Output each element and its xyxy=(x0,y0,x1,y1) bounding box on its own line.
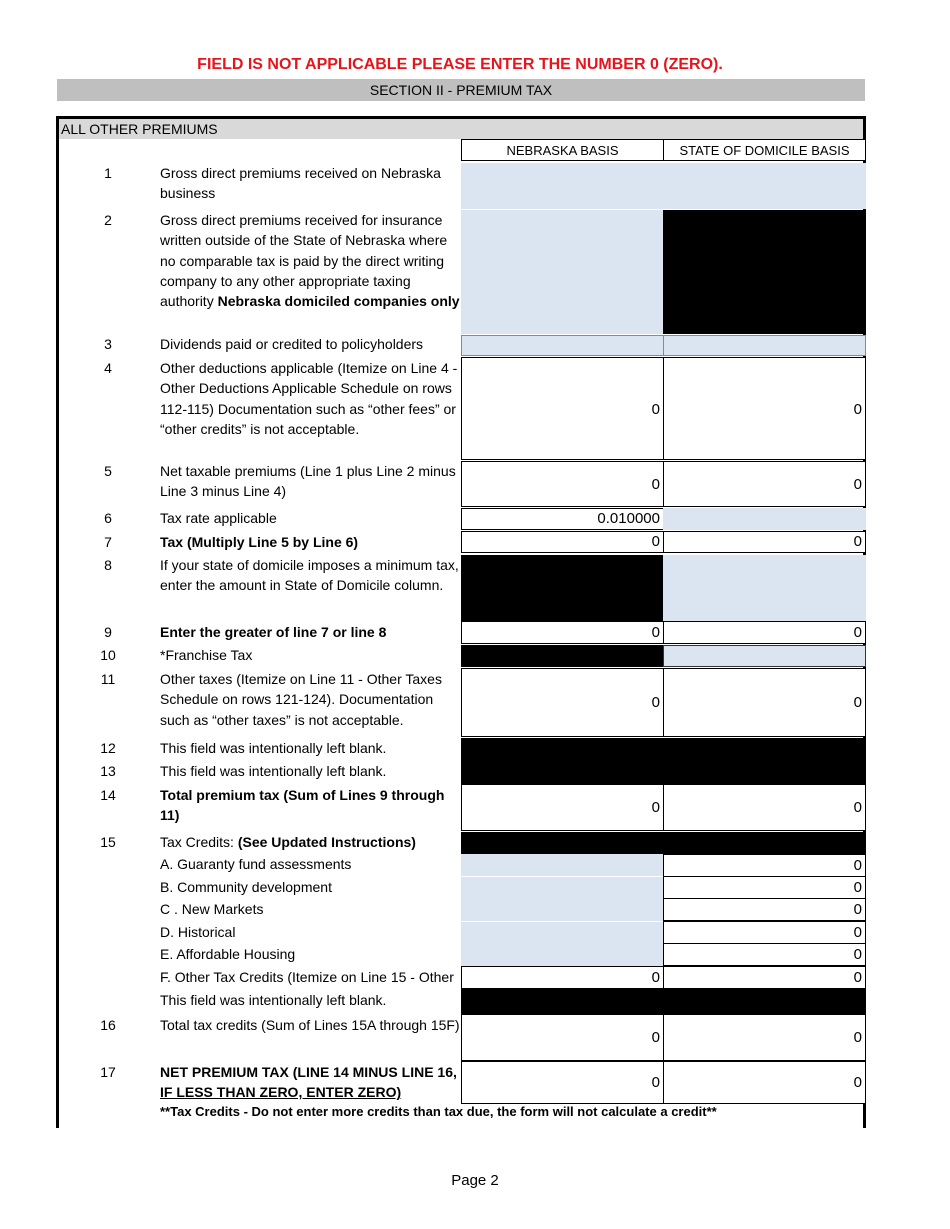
line-12-number: 12 xyxy=(100,740,116,756)
line-15-domicile-blocked xyxy=(663,832,866,854)
line-11-number: 11 xyxy=(100,671,116,687)
not-applicable-warning: FIELD IS NOT APPLICABLE PLEASE ENTER THE NUMBER 0 (ZERO). xyxy=(197,56,723,73)
line-15b-label: B. Community development xyxy=(160,879,332,895)
line-15d-domicile-value[interactable]: 0 xyxy=(663,921,866,944)
line-15-blank-domicile-blocked xyxy=(663,989,866,1014)
line-9-nebraska-value: 0 xyxy=(461,621,664,644)
line-11-domicile-value[interactable]: 0 xyxy=(663,668,866,737)
line-14-number: 14 xyxy=(100,787,116,803)
line-1-domicile-input[interactable] xyxy=(663,163,866,209)
line-15-blank-nebraska-blocked xyxy=(461,989,664,1014)
line-15a-nebraska-input[interactable] xyxy=(461,854,664,876)
line-15c-label: C . New Markets xyxy=(160,901,264,917)
line-14-label: Total premium tax (Sum of Lines 9 through 11) xyxy=(160,787,445,824)
line-15e-label: E. Affordable Housing xyxy=(160,946,296,962)
line-15a-label: A. Guaranty fund assessments xyxy=(160,856,352,872)
line-17-domicile-value: 0 xyxy=(663,1061,866,1104)
line-17-label xyxy=(160,1062,460,1103)
line-4-domicile-value[interactable]: 0 xyxy=(663,357,866,460)
line-12-13-nebraska-blocked xyxy=(461,738,664,784)
line-10-nebraska-blocked xyxy=(461,645,664,667)
line-6-label: Tax rate applicable xyxy=(160,510,277,526)
line-13-label: This field was intentionally left blank. xyxy=(160,763,387,779)
line-16-number: 16 xyxy=(100,1017,116,1033)
line-1-number: 1 xyxy=(104,165,112,181)
line-15-text: Tax Credits: xyxy=(160,834,238,850)
line-12-label: This field was intentionally left blank. xyxy=(160,740,387,756)
column-header-nebraska: NEBRASKA BASIS xyxy=(461,139,664,161)
line-15-bold-text: (See Updated Instructions) xyxy=(237,834,416,850)
line-16-domicile-value: 0 xyxy=(663,1014,866,1061)
line-14-nebraska-value: 0 xyxy=(461,784,664,831)
line-17-text: NET PREMIUM TAX (LINE 14 MINUS LINE 16, xyxy=(160,1064,457,1080)
line-14-domicile-value: 0 xyxy=(663,784,866,831)
line-8-domicile-input[interactable] xyxy=(663,555,866,621)
line-15-label xyxy=(160,832,460,852)
line-3-nebraska-input[interactable] xyxy=(461,335,664,356)
line-15c-nebraska-input[interactable] xyxy=(461,899,664,921)
line-17-number: 17 xyxy=(100,1064,116,1080)
line-7-nebraska-value: 0 xyxy=(461,531,664,553)
line-5-label: Net taxable premiums (Line 1 plus Line 2 minus Line 3 minus Line 4) xyxy=(160,463,456,500)
line-15c-domicile-value[interactable]: 0 xyxy=(663,898,866,921)
line-2-text: Gross direct premiums received for insurance written outside of the State of Nebraska where no comparable tax is paid by the direct writing company to any other appropriate taxing authority xyxy=(160,212,448,310)
line-15-blank-label: This field was intentionally left blank. xyxy=(160,992,387,1008)
line-2-number: 2 xyxy=(104,212,112,228)
line-15b-domicile-value[interactable]: 0 xyxy=(663,876,866,899)
line-7-number: 7 xyxy=(104,534,112,550)
line-15f-label: F. Other Tax Credits (Itemize on Line 15 - Other xyxy=(160,969,454,985)
line-2-nebraska-input[interactable] xyxy=(461,210,664,334)
tax-credits-footnote: **Tax Credits - Do not enter more credits than tax due, the form will not calculate a credit** xyxy=(160,1104,717,1119)
line-3-domicile-input[interactable] xyxy=(663,335,866,356)
line-7-label: Tax (Multiply Line 5 by Line 6) xyxy=(160,534,359,550)
line-11-nebraska-value[interactable]: 0 xyxy=(461,668,664,737)
line-15e-nebraska-input[interactable] xyxy=(461,944,664,966)
line-3-number: 3 xyxy=(104,336,112,352)
line-17-underlined-text: IF LESS THAN ZERO, ENTER ZERO) xyxy=(160,1084,402,1101)
line-8-label: If your state of domicile imposes a minimum tax, enter the amount in State of Domicile column. xyxy=(160,557,459,594)
line-6-domicile-input[interactable] xyxy=(663,508,866,530)
line-4-label: Other deductions applicable (Itemize on Line 4 - Other Deductions Applicable Schedule on rows 112-115) Documentation such as “other fees” or “other credits” is not acceptable. xyxy=(160,360,458,437)
line-2-label xyxy=(160,210,460,311)
line-17-nebraska-value: 0 xyxy=(461,1061,664,1104)
line-4-nebraska-value[interactable]: 0 xyxy=(461,357,664,460)
line-10-domicile-input[interactable] xyxy=(663,645,866,667)
line-15f-nebraska-value[interactable]: 0 xyxy=(461,966,664,989)
line-15e-domicile-value[interactable]: 0 xyxy=(663,943,866,966)
line-8-number: 8 xyxy=(104,557,112,573)
line-9-domicile-value: 0 xyxy=(663,621,866,644)
line-16-label: Total tax credits (Sum of Lines 15A through 15F) xyxy=(160,1017,460,1033)
line-15a-domicile-value[interactable]: 0 xyxy=(663,854,866,877)
line-3-label: Dividends paid or credited to policyholders xyxy=(160,336,424,352)
section-title: SECTION II - PREMIUM TAX xyxy=(57,79,865,101)
line-6-nebraska-rate: 0.010000 xyxy=(461,508,664,530)
line-16-nebraska-value: 0 xyxy=(461,1014,664,1061)
line-5-nebraska-value: 0 xyxy=(461,461,664,507)
line-2-domicile-blocked xyxy=(663,210,866,334)
group-title: ALL OTHER PREMIUMS xyxy=(59,119,863,139)
line-10-number: 10 xyxy=(100,647,116,663)
line-7-domicile-value: 0 xyxy=(663,531,866,553)
line-5-number: 5 xyxy=(104,463,112,479)
line-15f-domicile-value[interactable]: 0 xyxy=(663,966,866,989)
line-9-label: Enter the greater of line 7 or line 8 xyxy=(160,624,387,640)
line-15b-nebraska-input[interactable] xyxy=(461,877,664,899)
line-15-nebraska-blocked xyxy=(461,832,664,854)
line-10-label: *Franchise Tax xyxy=(160,647,253,663)
line-5-domicile-value: 0 xyxy=(663,461,866,507)
line-1-nebraska-input[interactable] xyxy=(461,163,664,209)
line-8-nebraska-blocked xyxy=(461,555,664,621)
line-4-number: 4 xyxy=(104,360,112,376)
frame-left-border xyxy=(56,116,59,1128)
line-9-number: 9 xyxy=(104,624,112,640)
page-number: Page 2 xyxy=(451,1172,499,1189)
column-header-domicile: STATE OF DOMICILE BASIS xyxy=(663,139,866,161)
line-13-number: 13 xyxy=(100,763,116,779)
line-15-number: 15 xyxy=(100,834,116,850)
line-6-number: 6 xyxy=(104,510,112,526)
line-11-label: Other taxes (Itemize on Line 11 - Other Taxes Schedule on rows 121-124). Documentation such as “other taxes” is not acceptable. xyxy=(160,671,442,728)
line-15d-nebraska-input[interactable] xyxy=(461,922,664,944)
line-2-bold-text: Nebraska domiciled companies only xyxy=(217,293,460,310)
line-12-13-domicile-blocked xyxy=(663,738,866,784)
line-15d-label: D. Historical xyxy=(160,924,236,940)
line-1-label: Gross direct premiums received on Nebraska business xyxy=(160,165,441,202)
